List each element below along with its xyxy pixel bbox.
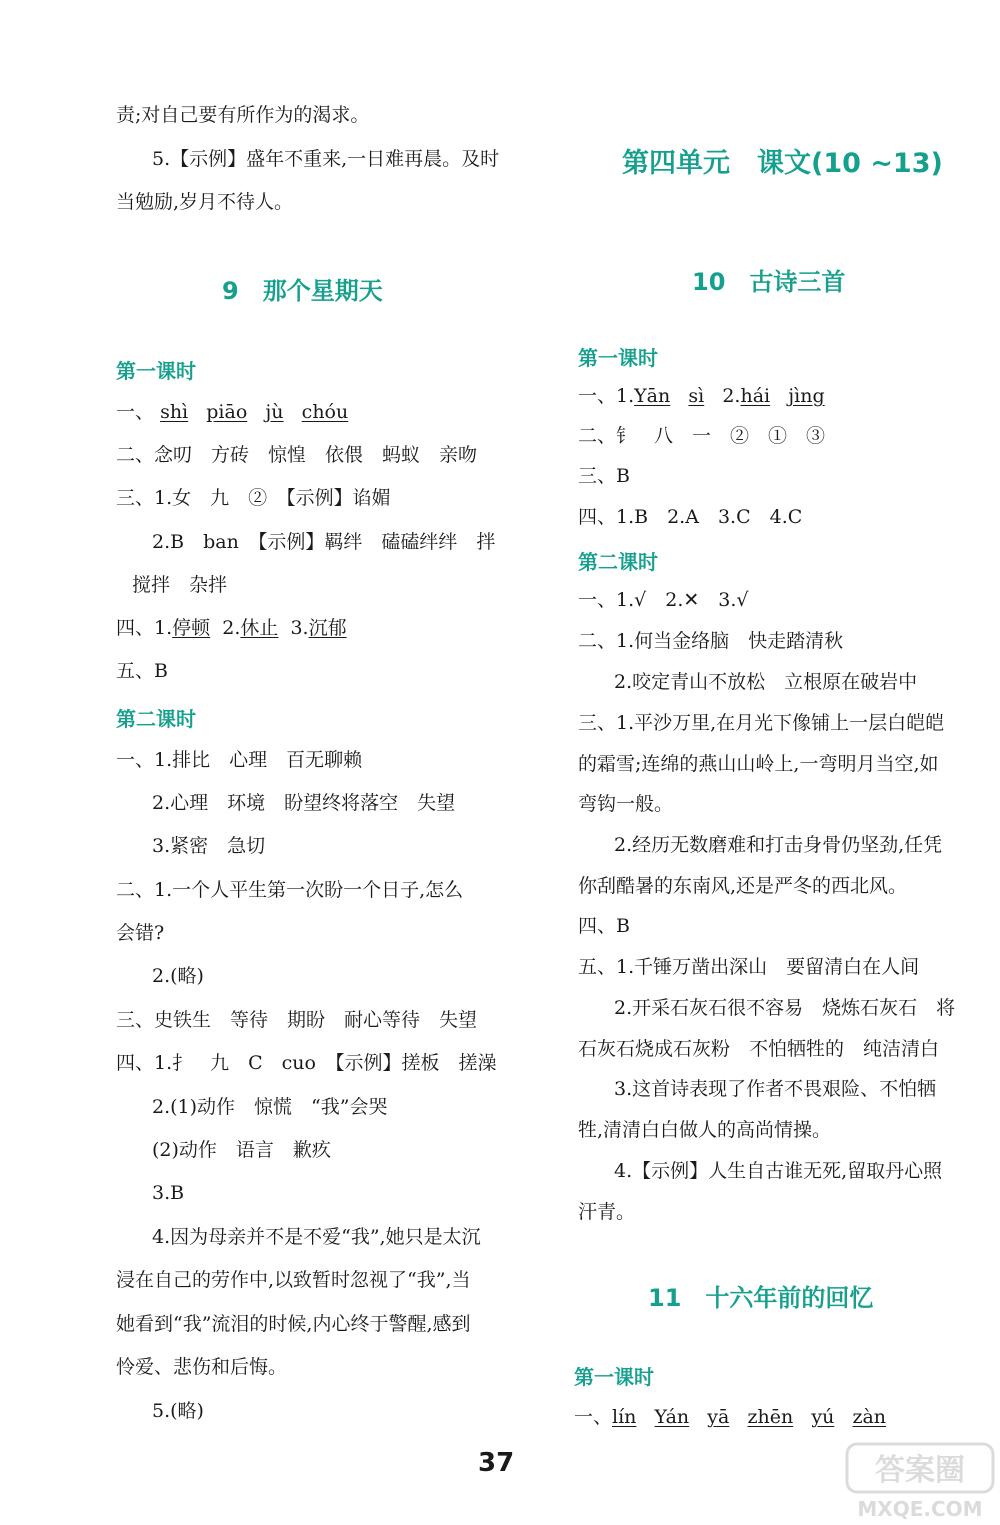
section-heading-2: 第二课时 xyxy=(116,707,196,731)
lesson-10-title: 10 古诗三首 xyxy=(692,268,846,296)
answer-line: 2.心理 环境 盼望终将落空 失望 xyxy=(152,792,456,814)
answer-line: 一、1.排比 心理 百无聊赖 xyxy=(116,749,363,771)
answer-line: 一、1.√ 2.✕ 3.√ xyxy=(578,589,749,611)
section-heading-2: 第二课时 xyxy=(578,550,658,574)
answer-line-5: 搅拌 杂拌 xyxy=(132,574,228,596)
intro-line-3: 当勉励,岁月不待人。 xyxy=(116,191,294,213)
answer-line-2: 二、钅 八 一 ② ① ③ xyxy=(578,425,826,447)
svg-text:MXQE.COM: MXQE.COM xyxy=(857,1497,983,1521)
answer-line-3: 三、B xyxy=(578,465,630,487)
answer-line: 四、B xyxy=(578,915,630,937)
intro-line-1: 责;对自己要有所作为的渴求。 xyxy=(116,104,370,126)
answer-line: 你刮酷暑的东南风,还是严冬的西北风。 xyxy=(578,875,908,897)
answer-line: 3.B xyxy=(152,1182,185,1204)
answer-line: 弯钩一般。 xyxy=(578,793,674,815)
answer-line: 浸在自己的劳作中,以致暂时忽视了“我”,当 xyxy=(116,1269,471,1291)
answer-line-6: 四、1.停顿 2.休止 3.沉郁 xyxy=(116,617,347,639)
answer-line: 她看到“我”流泪的时候,内心终于警醒,感到 xyxy=(116,1313,471,1335)
answer-line-7: 五、B xyxy=(116,660,168,682)
answer-line: 的霜雪;连绵的燕山山岭上,一弯明月当空,如 xyxy=(578,753,939,775)
answer-line: 2.(1)动作 惊慌 “我”会哭 xyxy=(152,1096,388,1118)
section-heading-3: 第一课时 xyxy=(574,1365,654,1389)
answer-line: 石灰石烧成石灰粉 不怕牺牲的 纯洁清白 xyxy=(578,1038,940,1060)
svg-text:答案圈: 答案圈 xyxy=(875,1453,965,1488)
answer-line: 会错? xyxy=(116,922,165,944)
lesson-9-title: 9 那个星期天 xyxy=(222,277,383,305)
answer-line: 牲,清清白白做人的高尚情操。 xyxy=(578,1119,832,1141)
intro-line-2: 5.【示例】盛年不重来,一日难再晨。及时 xyxy=(152,148,500,170)
answer-line-pinyin: 一、lín Yán yā zhēn yú zàn xyxy=(574,1406,887,1428)
answer-line: 五、1.千锤万凿出深山 要留清白在人间 xyxy=(578,956,920,978)
answer-line-3: 三、1.女 九 ② 【示例】谄媚 xyxy=(116,487,391,509)
answer-line: 三、史铁生 等待 期盼 耐心等待 失望 xyxy=(116,1009,478,1031)
answer-line-1: 一、 shì piāo jù chóu xyxy=(116,401,349,423)
page-number: 37 xyxy=(478,1448,515,1478)
section-heading-1: 第一课时 xyxy=(116,359,196,383)
answer-line: 怜爱、悲伤和后悔。 xyxy=(116,1356,288,1378)
watermark-logo xyxy=(845,1440,995,1522)
answer-line: 3.这首诗表现了作者不畏艰险、不怕牺 xyxy=(614,1078,937,1100)
answer-line-1: 一、1.Yān sì 2.hái jìng xyxy=(578,385,825,407)
answer-line: 二、1.何当金络脑 快走踏清秋 xyxy=(578,630,844,652)
answer-line: 2.(略) xyxy=(152,965,204,987)
answer-line: 汗青。 xyxy=(578,1201,636,1223)
answer-line: 2.咬定青山不放松 立根原在破岩中 xyxy=(614,671,918,693)
answer-line-2: 二、念叨 方砖 惊惶 依偎 蚂蚁 亲吻 xyxy=(116,444,478,466)
answer-line: 5.(略) xyxy=(152,1400,204,1422)
answer-line: (2)动作 语言 歉疚 xyxy=(152,1139,331,1161)
answer-line: 3.紧密 急切 xyxy=(152,835,266,857)
answer-line: 4.【示例】人生自古谁无死,留取丹心照 xyxy=(614,1160,943,1182)
answer-line: 四、1.扌 九 C cuo 【示例】搓板 搓澡 xyxy=(116,1052,497,1074)
unit-title: 第四单元 课文(10 ~13) xyxy=(622,148,943,179)
answer-line: 二、1.一个人平生第一次盼一个日子,怎么 xyxy=(116,879,464,901)
answer-line-4: 四、1.B 2.A 3.C 4.C xyxy=(578,506,803,528)
answer-line-4: 2.B ban 【示例】羁绊 磕磕绊绊 拌 xyxy=(152,531,496,553)
answer-line: 2.开采石灰石很不容易 烧炼石灰石 将 xyxy=(614,997,956,1019)
section-heading-1: 第一课时 xyxy=(578,346,658,370)
lesson-11-title: 11 十六年前的回忆 xyxy=(648,1284,874,1312)
answer-line: 三、1.平沙万里,在月光下像铺上一层白皑皑 xyxy=(578,712,945,734)
answer-line: 4.因为母亲并不是不爱“我”,她只是太沉 xyxy=(152,1226,481,1248)
answer-line: 2.经历无数磨难和打击身骨仍坚劲,任凭 xyxy=(614,834,943,856)
